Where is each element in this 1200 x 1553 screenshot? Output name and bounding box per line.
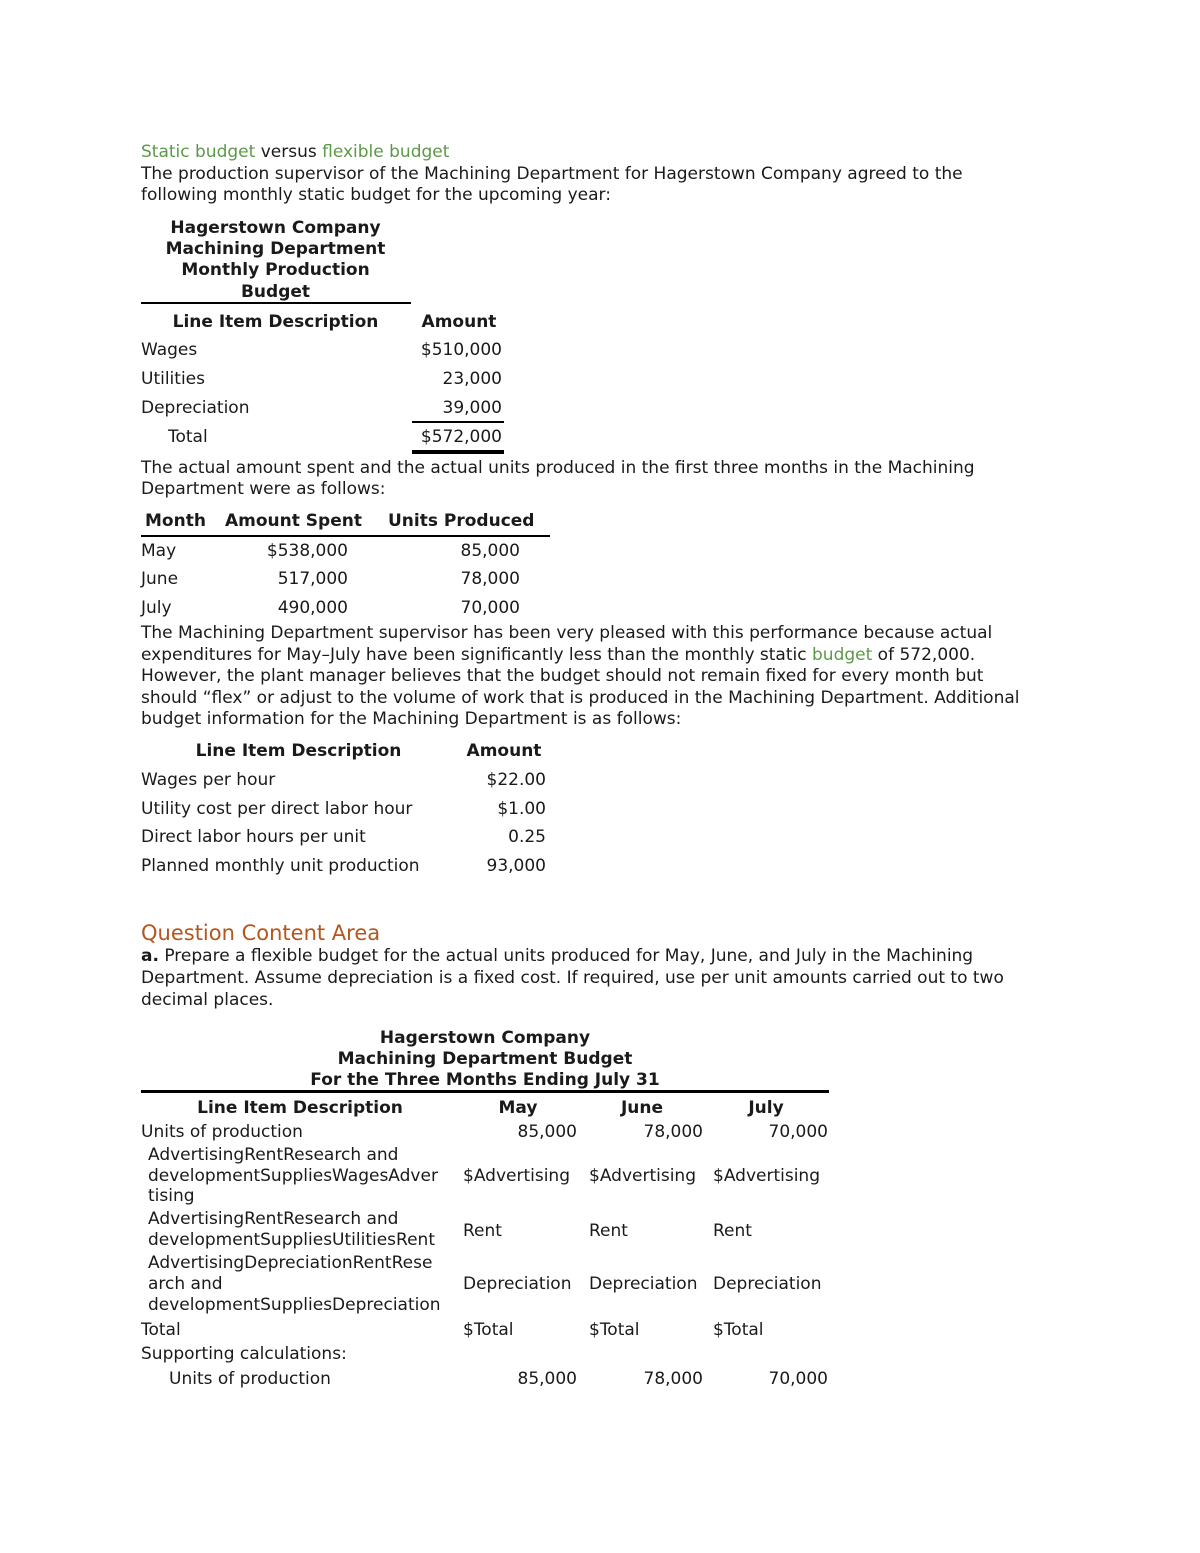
static-row-depreciation-amount: 39,000 (442, 398, 502, 418)
flex-total-july[interactable]: $Total (713, 1320, 764, 1340)
explanation-line-1: The Machining Department supervisor has been very pleased with this performance because actual (141, 623, 993, 643)
flex-col-july: July (748, 1098, 784, 1118)
actual-row-june-units: 78,000 (460, 569, 520, 589)
static-col-amount: Amount (421, 312, 497, 332)
static-col-desc: Line Item Description (172, 312, 379, 332)
explanation-line-4: should “flex” or adjust to the volume of work that is produced in the Machining Department. Additional (141, 688, 1020, 708)
heading-connector: versus (255, 142, 323, 162)
additional-row-utility-amount: $1.00 (497, 799, 546, 819)
flex-total-june[interactable]: $Total (589, 1320, 640, 1340)
intro-heading (141, 142, 449, 164)
static-title-2: Machining Department (165, 239, 386, 259)
static-row-wages-amount: $510,000 (420, 340, 502, 360)
static-title-4: Budget (240, 282, 311, 302)
flex-col-desc: Line Item Description (197, 1098, 403, 1118)
static-budget-link[interactable]: Static budget (141, 142, 256, 162)
additional-col-desc: Line Item Description (195, 741, 402, 761)
flex-row3-june[interactable]: Depreciation (589, 1274, 698, 1294)
actual-row-june-spent: 517,000 (277, 569, 348, 589)
explanation-line-2-text: expenditures for May–July have been significantly less than the monthly static (141, 645, 812, 665)
actual-col-units: Units Produced (388, 511, 535, 531)
flex-row3-desc-line1[interactable]: AdvertisingDepreciationRentRese (148, 1253, 433, 1273)
actual-row-may-month: May (141, 541, 177, 561)
flex-supporting-units-may: 85,000 (517, 1369, 577, 1389)
flex-row3-july[interactable]: Depreciation (713, 1274, 822, 1294)
additional-row-wages-amount: $22.00 (486, 770, 546, 790)
flex-units-may: 85,000 (517, 1122, 577, 1142)
actual-row-july-spent: 490,000 (277, 598, 348, 618)
flex-row2-desc-line1[interactable]: AdvertisingRentResearch and (148, 1209, 399, 1229)
actual-row-may-spent: $538,000 (266, 541, 348, 561)
question-line-1 (141, 946, 973, 968)
actual-row-july-units: 70,000 (460, 598, 520, 618)
flex-row3-desc-line3[interactable]: developmentSuppliesDepreciation (148, 1295, 441, 1315)
question-line-3: decimal places. (141, 990, 274, 1010)
actual-col-month: Month (145, 511, 206, 531)
question-line-2: Department. Assume depreciation is a fixed cost. If required, use per unit amounts carried out to two (141, 968, 1004, 988)
flex-units-july: 70,000 (768, 1122, 828, 1142)
actual-header-rule (141, 535, 550, 537)
flex-row3-desc-line2[interactable]: arch and (148, 1274, 223, 1294)
actual-intro-line-1: The actual amount spent and the actual units produced in the first three months in the Machining (141, 458, 975, 478)
actual-col-spent: Amount Spent (225, 511, 362, 531)
additional-row-utility-desc: Utility cost per direct labor hour (141, 799, 413, 819)
explanation-line-5: budget information for the Machining Department is as follows: (141, 709, 682, 729)
flex-total-desc: Total (141, 1320, 181, 1340)
question-line-1-text: Prepare a flexible budget for the actual units produced for May, June, and July in the Machining (158, 946, 974, 966)
explanation-line-3: However, the plant manager believes that the budget should not remain fixed for every month but (141, 666, 984, 686)
static-subtotal-rule (412, 421, 504, 423)
static-row-utilities-amount: 23,000 (442, 369, 502, 389)
question-label: a. (141, 946, 159, 966)
flex-row1-june[interactable]: $Advertising (589, 1166, 696, 1186)
static-row-wages-desc: Wages (141, 340, 198, 360)
flexible-budget-link[interactable]: flexible budget (322, 142, 450, 162)
additional-col-amount: Amount (466, 741, 542, 761)
static-title-rule (141, 302, 411, 304)
flex-total-may[interactable]: $Total (463, 1320, 514, 1340)
static-total-double-rule (412, 450, 504, 454)
explanation-line-2-end: of 572,000. (872, 645, 976, 665)
flex-row2-july[interactable]: Rent (713, 1221, 752, 1241)
flex-title-rule (141, 1090, 829, 1093)
actual-row-july-month: July (141, 598, 172, 618)
budget-link[interactable]: budget (812, 645, 873, 665)
flex-title-1: Hagerstown Company (379, 1028, 591, 1048)
additional-row-hours-amount: 0.25 (508, 827, 546, 847)
static-title-1: Hagerstown Company (170, 218, 381, 238)
flex-supporting-label: Supporting calculations: (141, 1344, 347, 1364)
flex-col-may: May (498, 1098, 538, 1118)
flex-row2-desc-line2[interactable]: developmentSuppliesUtilitiesRent (148, 1230, 435, 1250)
actual-intro-line-2: Department were as follows: (141, 479, 386, 499)
static-row-utilities-desc: Utilities (141, 369, 205, 389)
flex-row1-desc-line3[interactable]: tising (148, 1186, 195, 1206)
static-title-3: Monthly Production (181, 260, 370, 280)
actual-row-june-month: June (141, 569, 179, 589)
flex-row3-may[interactable]: Depreciation (463, 1274, 572, 1294)
flex-title-3: For the Three Months Ending July 31 (310, 1070, 660, 1090)
flex-row2-june[interactable]: Rent (589, 1221, 628, 1241)
flex-title-2: Machining Department Budget (337, 1049, 633, 1069)
explanation-line-2 (141, 645, 975, 667)
flex-row1-desc-line2[interactable]: developmentSuppliesWagesAdver (148, 1166, 438, 1186)
intro-line-1: The production supervisor of the Machining Department for Hagerstown Company agreed to the (141, 164, 963, 184)
static-row-depreciation-desc: Depreciation (141, 398, 250, 418)
additional-row-production-desc: Planned monthly unit production (141, 856, 420, 876)
flex-supporting-units-july: 70,000 (768, 1369, 828, 1389)
additional-row-hours-desc: Direct labor hours per unit (141, 827, 366, 847)
flex-col-june: June (620, 1098, 664, 1118)
static-row-total-desc: Total (168, 427, 208, 447)
flex-supporting-units-desc: Units of production (169, 1369, 331, 1389)
flex-units-desc: Units of production (141, 1122, 303, 1142)
question-title: Question Content Area (141, 921, 381, 945)
flex-units-june: 78,000 (643, 1122, 703, 1142)
flex-row2-may[interactable]: Rent (463, 1221, 502, 1241)
additional-row-production-amount: 93,000 (486, 856, 546, 876)
flex-supporting-units-june: 78,000 (643, 1369, 703, 1389)
flex-row1-july[interactable]: $Advertising (713, 1166, 820, 1186)
static-row-total-amount: $572,000 (420, 427, 502, 447)
additional-row-wages-desc: Wages per hour (141, 770, 276, 790)
actual-row-may-units: 85,000 (460, 541, 520, 561)
flex-row1-may[interactable]: $Advertising (463, 1166, 570, 1186)
flex-row1-desc-line1[interactable]: AdvertisingRentResearch and (148, 1145, 399, 1165)
intro-line-2: following monthly static budget for the upcoming year: (141, 185, 611, 205)
